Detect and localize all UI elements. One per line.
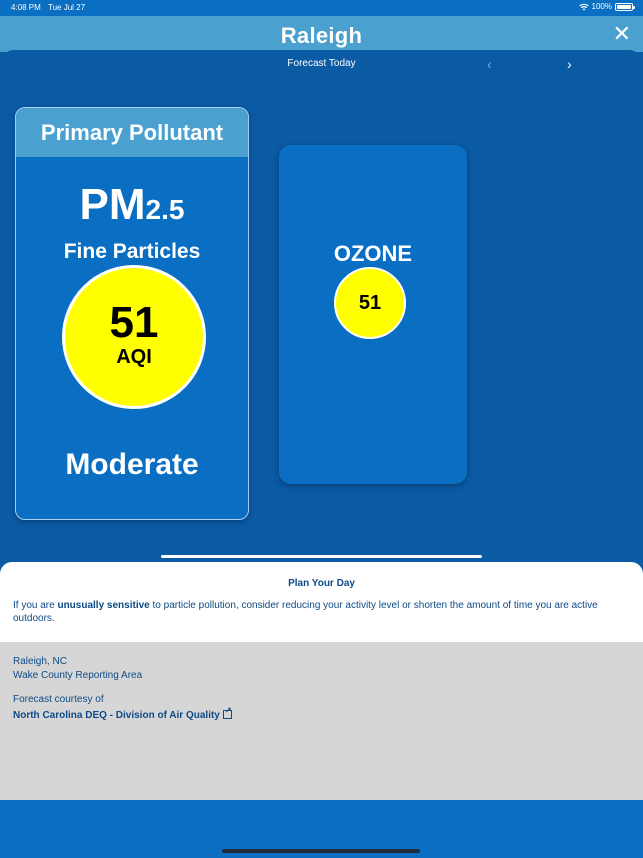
plan-text bbox=[13, 599, 630, 625]
pollutant-name bbox=[16, 181, 248, 234]
info-section bbox=[0, 642, 643, 800]
status-date: Tue Jul 27 bbox=[48, 3, 86, 12]
forecast-panel bbox=[0, 50, 643, 590]
battery-percent: 100% bbox=[591, 2, 612, 11]
pollutant-description: Fine Particles bbox=[63, 240, 201, 263]
plan-your-day bbox=[0, 562, 643, 642]
primary-pollutant-heading: Primary Pollutant bbox=[16, 108, 248, 157]
plan-title: Plan Your Day bbox=[288, 578, 355, 589]
chevron-left-icon[interactable]: ‹ bbox=[487, 56, 492, 72]
status-right bbox=[579, 2, 633, 11]
status-bar bbox=[0, 0, 643, 16]
plan-text-bold: unusually sensitive bbox=[57, 600, 150, 611]
location-name: Raleigh, NC bbox=[13, 656, 67, 667]
reporting-area: Wake County Reporting Area bbox=[13, 670, 143, 681]
agency-link[interactable] bbox=[13, 709, 232, 721]
external-link-icon[interactable] bbox=[223, 710, 232, 719]
chevron-right-icon[interactable]: › bbox=[567, 56, 572, 72]
status-time: 4:08 PM bbox=[11, 3, 41, 12]
wifi-icon bbox=[579, 3, 589, 11]
plan-text-before: If you are bbox=[13, 600, 58, 611]
aqi-category: Moderate bbox=[65, 448, 199, 481]
page-title: Raleigh bbox=[280, 23, 363, 48]
battery-icon bbox=[615, 3, 633, 11]
agency-link-text[interactable]: North Carolina DEQ - Division of Air Quality bbox=[13, 710, 220, 721]
aqi-unit: AQI bbox=[116, 346, 152, 368]
close-icon[interactable]: ✕ bbox=[612, 21, 631, 46]
courtesy-label: Forecast courtesy of bbox=[13, 694, 104, 705]
aqi-value: 51 bbox=[109, 298, 159, 347]
home-indicator[interactable] bbox=[222, 849, 420, 853]
forecast-label: Forecast Today bbox=[287, 58, 356, 69]
plan-text-after: to particle pollution, consider reducing your activity level or shorten the amount of time you are active outdoors. bbox=[13, 600, 598, 624]
header bbox=[0, 16, 643, 52]
pollutant-subscript: 2.5 bbox=[145, 194, 185, 225]
drag-handle[interactable] bbox=[161, 555, 482, 558]
ozone-card[interactable] bbox=[279, 145, 467, 484]
primary-pollutant-card[interactable] bbox=[15, 107, 249, 520]
aqi-circle bbox=[62, 265, 206, 409]
pollutant-main: PM bbox=[79, 180, 146, 229]
ozone-aqi-circle: 51 bbox=[334, 267, 406, 339]
ozone-name: OZONE bbox=[333, 241, 413, 266]
